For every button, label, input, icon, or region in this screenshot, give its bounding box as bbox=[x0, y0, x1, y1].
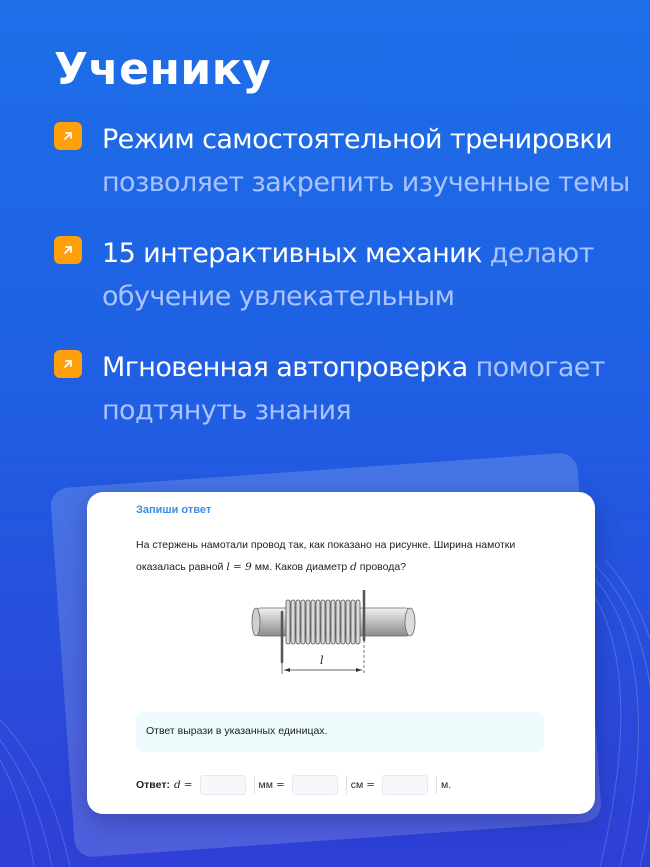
unit-mm: мм bbox=[258, 779, 273, 791]
answer-label: Ответ: bbox=[136, 779, 170, 791]
answer-input-m[interactable] bbox=[382, 775, 428, 795]
task-text: На стержень намотали провод так, как показано на рисунке. Ширина намотки оказалась равной l = 9 мм. Каков диаметр d провода? bbox=[136, 539, 516, 573]
variable-l: l bbox=[226, 561, 230, 573]
feature-highlight: Режим самостоятельной тренировки bbox=[102, 124, 613, 155]
feature-highlight: Мгновенная автопроверка bbox=[102, 352, 468, 383]
exercise-card bbox=[87, 492, 595, 814]
equals-sign: = bbox=[183, 779, 193, 791]
unit-m: м. bbox=[441, 779, 452, 791]
equals-sign: = bbox=[366, 779, 376, 791]
rod-coil-figure bbox=[242, 590, 422, 680]
feature-list bbox=[54, 118, 634, 460]
exercise-title: Запиши ответ bbox=[136, 504, 212, 516]
page-heading: Ученику bbox=[54, 44, 272, 95]
feature-item-mechanics bbox=[54, 232, 634, 318]
arrow-up-right-icon bbox=[54, 236, 82, 264]
hint-box bbox=[136, 712, 544, 752]
answer-row bbox=[136, 774, 451, 796]
answer-variable: d bbox=[173, 779, 181, 791]
answer-input-mm[interactable] bbox=[200, 775, 246, 795]
hint-text: Ответ вырази в указанных единицах. bbox=[146, 725, 328, 737]
arrow-up-right-icon bbox=[54, 122, 82, 150]
feature-description: позволяет закрепить изученные темы bbox=[102, 167, 630, 198]
equals-sign: = bbox=[275, 779, 285, 791]
feature-description: делают обучение увлекательным bbox=[102, 238, 594, 312]
answer-input-cm[interactable] bbox=[292, 775, 338, 795]
feature-item-autocheck bbox=[54, 346, 634, 432]
feature-highlight: 15 интерактивных механик bbox=[102, 238, 482, 269]
variable-d: d bbox=[350, 561, 357, 573]
arrow-up-right-icon bbox=[54, 350, 82, 378]
separator bbox=[254, 776, 255, 794]
separator bbox=[436, 776, 437, 794]
feature-description: помогает подтянуть знания bbox=[102, 352, 605, 426]
unit-cm: см bbox=[350, 779, 364, 791]
separator bbox=[346, 776, 347, 794]
feature-item-self-training bbox=[54, 118, 634, 204]
task-equation: = 9 bbox=[229, 561, 252, 573]
figure-label-l: l bbox=[320, 654, 324, 667]
